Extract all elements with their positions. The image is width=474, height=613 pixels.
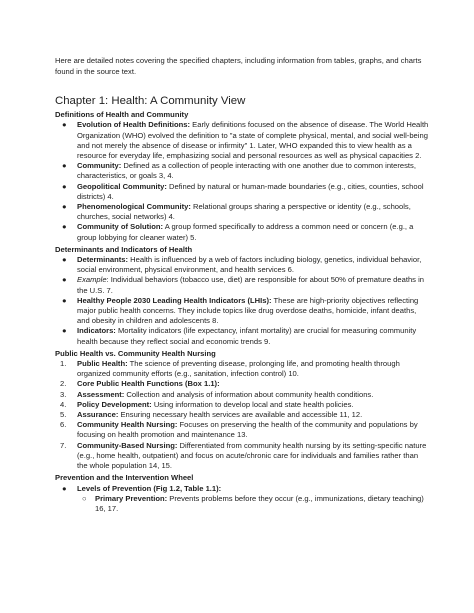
list-item: [55, 420, 430, 440]
list-item-text: Defined as a collection of people interacting with one another due to common interests, characteristics, or goals 3, 4.: [77, 161, 416, 181]
list-item: [55, 410, 430, 420]
section-list: [55, 120, 430, 242]
section-heading: Definitions of Health and Community: [55, 110, 189, 120]
bullet-icon: ●: [62, 202, 67, 212]
section-list: [55, 255, 430, 347]
list-item-term: Assurance:: [77, 410, 119, 420]
bullet-icon: ○: [82, 493, 87, 503]
list-item-text: : Individual behaviors (tobacco use, diet) are responsible for about 50% of premature deaths in the U.S. 7.: [77, 275, 424, 295]
chapter-title: Chapter 1: Health: A Community View: [55, 95, 246, 108]
list-item-term: Community of Solution:: [77, 222, 164, 232]
section-heading: Public Health vs. Community Health Nursing: [55, 348, 216, 358]
notes-body: [55, 110, 430, 514]
list-item-term: Determinants:: [77, 255, 129, 265]
list-item-term: Evolution of Health Definitions:: [77, 120, 191, 130]
list-item: [55, 161, 430, 181]
list-item-term: Phenomenological Community:: [77, 202, 191, 212]
list-item-term: Levels of Prevention (Fig 1.2, Table 1.1):: [77, 483, 222, 493]
list-item: [55, 222, 430, 242]
bullet-icon: ●: [62, 295, 67, 305]
bullet-icon: ●: [62, 275, 67, 285]
list-number: 2.: [60, 379, 67, 389]
intro-paragraph: Here are detailed notes covering the specified chapters, including information from tables, graphs, and charts found in the source text.: [55, 56, 422, 76]
list-number: 1.: [60, 359, 67, 369]
list-item-term: Indicators:: [77, 326, 116, 336]
bullet-icon: ●: [62, 255, 67, 265]
list-item: [55, 379, 430, 389]
list-item: [55, 441, 430, 472]
list-item-text: Differentiated from community health nursing by its setting-specific nature (e.g., home health, outpatient) and focus on acute/chronic care for individuals and families rather than the whole population 14, 15.: [77, 440, 427, 471]
list-item-term: Community:: [77, 161, 122, 171]
list-item-term: Healthy People 2030 Leading Health Indicators (LHIs):: [77, 295, 272, 305]
list-item: [55, 120, 430, 161]
bullet-icon: ●: [62, 181, 67, 191]
list-item-text: Health is influenced by a web of factors including biology, genetics, individual behavior, social environment, physical environment, and health services 6.: [77, 255, 422, 275]
list-number: 3.: [60, 389, 67, 399]
section-heading: Determinants and Indicators of Health: [55, 244, 193, 254]
bullet-icon: ●: [62, 120, 67, 130]
list-number: 5.: [60, 410, 67, 420]
list-item: [55, 494, 430, 514]
list-item-term: Public Health:: [77, 359, 128, 369]
list-item: [55, 275, 430, 295]
list-item-text: Using information to develop local and state health policies.: [151, 399, 354, 409]
list-item-text: Focuses on preserving the health of the community and populations by focusing on health promotion and maintenance 13.: [77, 420, 418, 440]
list-item-text: Collection and analysis of information about community health conditions.: [124, 389, 374, 399]
list-item-term: Geopolitical Community:: [77, 181, 167, 191]
list-item: [55, 326, 430, 346]
list-item-term: Example: [77, 275, 107, 285]
list-item-text: Defined by natural or human-made boundaries (e.g., cities, counties, school districts) 4.: [77, 181, 424, 201]
list-item-text: Prevents problems before they occur (e.g., immunizations, dietary teaching) 16, 17.: [95, 493, 424, 513]
list-item-text: Early definitions focused on the absence of disease. The World Health Organization (WHO) evolved the definition to "a state of complete physical, mental, and social well-being and not merely the absence of disease or infirmity" 1. Later, WHO expanded this to view health as a resource for everyday life, emphasizing social and personal resources as well as physical capacities 2.: [77, 120, 429, 160]
list-item: [55, 484, 430, 494]
list-number: 7.: [60, 440, 67, 450]
list-item: [55, 296, 430, 327]
bullet-icon: ●: [62, 161, 67, 171]
list-item-text: A group formed specifically to address a common need or concern (e.g., a group lobbying for cleaner water) 5.: [77, 222, 414, 242]
list-number: 6.: [60, 420, 67, 430]
list-item-term: Primary Prevention:: [95, 493, 168, 503]
section-list: [55, 359, 430, 471]
list-item: [55, 202, 430, 222]
list-item-text: Mortality indicators (life expectancy, infant mortality) are crucial for measuring community health because they reflect social and economic trends 9.: [77, 326, 417, 346]
list-item-term: Policy Development:: [77, 399, 152, 409]
list-item-term: Community-Based Nursing:: [77, 440, 178, 450]
list-item-text: Ensuring necessary health services are available and accessible 11, 12.: [118, 410, 363, 420]
list-item-term: Assessment:: [77, 389, 125, 399]
list-item-text: The science of preventing disease, prolonging life, and promoting health through organized community efforts (e.g., sanitation, infection control) 10.: [77, 359, 400, 379]
list-item: [55, 390, 430, 400]
list-item: [55, 400, 430, 410]
list-item-text: These are high-priority objectives reflecting major public health concerns. They include topics like drug overdose deaths, homicide, infant deaths, and obesity in children and adolescents 8.: [77, 295, 419, 326]
section-list: [55, 484, 430, 515]
bullet-icon: ●: [62, 326, 67, 336]
list-item-term: Core Public Health Functions (Box 1.1):: [77, 379, 220, 389]
list-item-text: Relational groups sharing a perspective or identity (e.g., schools, churches, social networks) 4.: [77, 202, 411, 222]
list-item: [55, 359, 430, 379]
list-item: [55, 255, 430, 275]
list-number: 4.: [60, 399, 67, 409]
list-item: [55, 182, 430, 202]
section-heading: Prevention and the Intervention Wheel: [55, 473, 194, 483]
list-item-term: Community Health Nursing:: [77, 420, 178, 430]
bullet-icon: ●: [62, 483, 67, 493]
bullet-icon: ●: [62, 222, 67, 232]
